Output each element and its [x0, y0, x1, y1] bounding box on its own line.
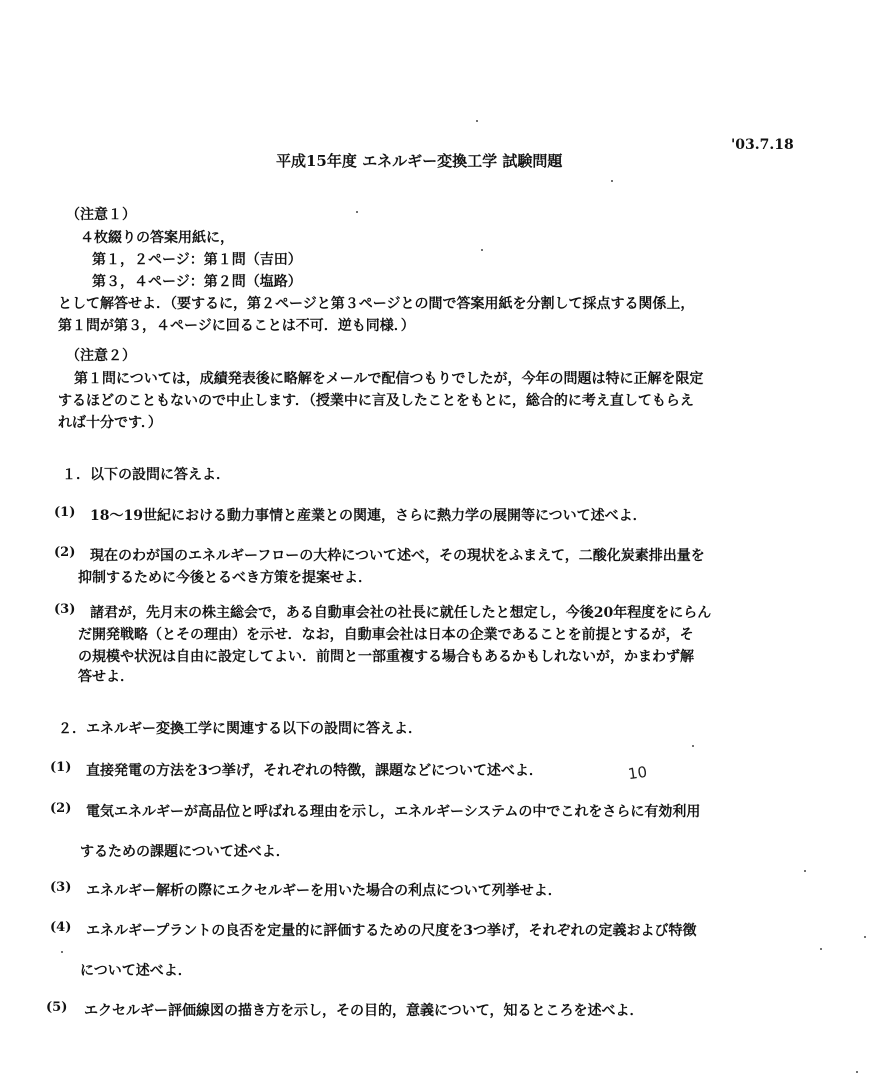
note2-line: れば十分です．）: [58, 415, 162, 431]
question-text: 直接発電の方法を3つ挙げ，それぞれの特徴，課題などについて述べよ．: [86, 763, 543, 779]
question-number: (2): [54, 545, 76, 560]
scan-speck: [356, 211, 358, 213]
scan-speck: [476, 120, 478, 122]
question-text: 諸君が，先月末の株主総会で，ある自動車会社の社長に就任したと想定し，今後20年程度をにらん: [90, 605, 712, 621]
scan-speck: [61, 951, 63, 953]
note1-line: として解答せよ．（要するに，第２ページと第３ページとの間で答案用紙を分割して採点する関係上，: [58, 296, 695, 312]
question-text: エネルギー解析の際にエクセルギーを用いた場合の利点について列挙せよ．: [86, 883, 562, 899]
handwritten-mark: 10: [626, 762, 649, 784]
question-number: (2): [50, 801, 72, 816]
question-text: するための課題について述べよ．: [80, 844, 290, 860]
note2-line: 第１問については，成績発表後に略解をメールで配信つもりでしたが，今年の問題は特に正解を限定: [74, 371, 704, 387]
note1-line: 第１，２ページ：第１問（吉田）: [92, 252, 302, 268]
question-text: 電気エネルギーが高品位と呼ばれる理由を示し，エネルギーシステムの中でこれをさらに有効利用: [86, 804, 701, 820]
scan-speck: [481, 249, 483, 251]
scan-speck: [820, 948, 822, 950]
question-text: エクセルギー評価線図の描き方を示し，その目的，意義について，知るところを述べよ．: [84, 1003, 644, 1019]
note2-heading: （注意２）: [66, 348, 136, 364]
note1-heading: （注意１）: [66, 207, 136, 223]
question-text: 抑制するために今後とるべき方策を提案せよ．: [78, 570, 372, 586]
question-text: エネルギープラントの良否を定量的に評価するための尺度を3つ挙げ，それぞれの定義および特徴: [86, 923, 697, 939]
question-text: だ開発戦略（とその理由）を示せ．なお，自動車会社は日本の企業であることを前提とするが，そ: [78, 627, 694, 643]
question-number: (4): [50, 920, 72, 935]
exam-date: '03.7.18: [731, 137, 794, 153]
question-text: について述べよ．: [80, 963, 192, 979]
scan-speck: [692, 745, 694, 747]
question-text: の規模や状況は自由に設定してよい．前問と一部重複する場合もあるかもしれないが，かまわず解: [78, 649, 694, 665]
question-number: (1): [50, 760, 72, 775]
note1-line: 第１問が第３，４ページに回ることは不可．逆も同様．）: [58, 318, 415, 334]
note2-line: するほどのこともないので中止します．（授業中に言及したことをもとに，総合的に考え直してもらえ: [58, 393, 694, 409]
scan-speck: [804, 870, 806, 872]
question-number: (3): [54, 602, 76, 617]
note1-line: ４枚綴りの答案用紙に，: [80, 230, 234, 246]
scan-speck: [856, 1071, 858, 1073]
scan-speck: [611, 180, 613, 182]
question-text: 18～19世紀における動力事情と産業との関連，さらに熱力学の展開等について述べよ．: [90, 508, 647, 524]
question-number: (1): [54, 505, 76, 520]
note1-line: 第３，４ページ：第２問（塩路）: [92, 274, 302, 290]
question-number: (5): [46, 1000, 68, 1015]
question-text: 現在のわが国のエネルギーフローの大枠について述べ，その現状をふまえて，二酸化炭素排出量を: [90, 548, 705, 564]
page-title: 平成15年度 エネルギー変換工学 試験問題: [276, 152, 563, 170]
section2-heading: ２．エネルギー変換工学に関連する以下の設問に答えよ．: [58, 721, 422, 737]
question-text: 答せよ．: [78, 669, 134, 685]
question-number: (3): [50, 880, 72, 895]
section1-heading: １．以下の設問に答えよ．: [62, 467, 230, 483]
scan-speck: [864, 936, 866, 938]
